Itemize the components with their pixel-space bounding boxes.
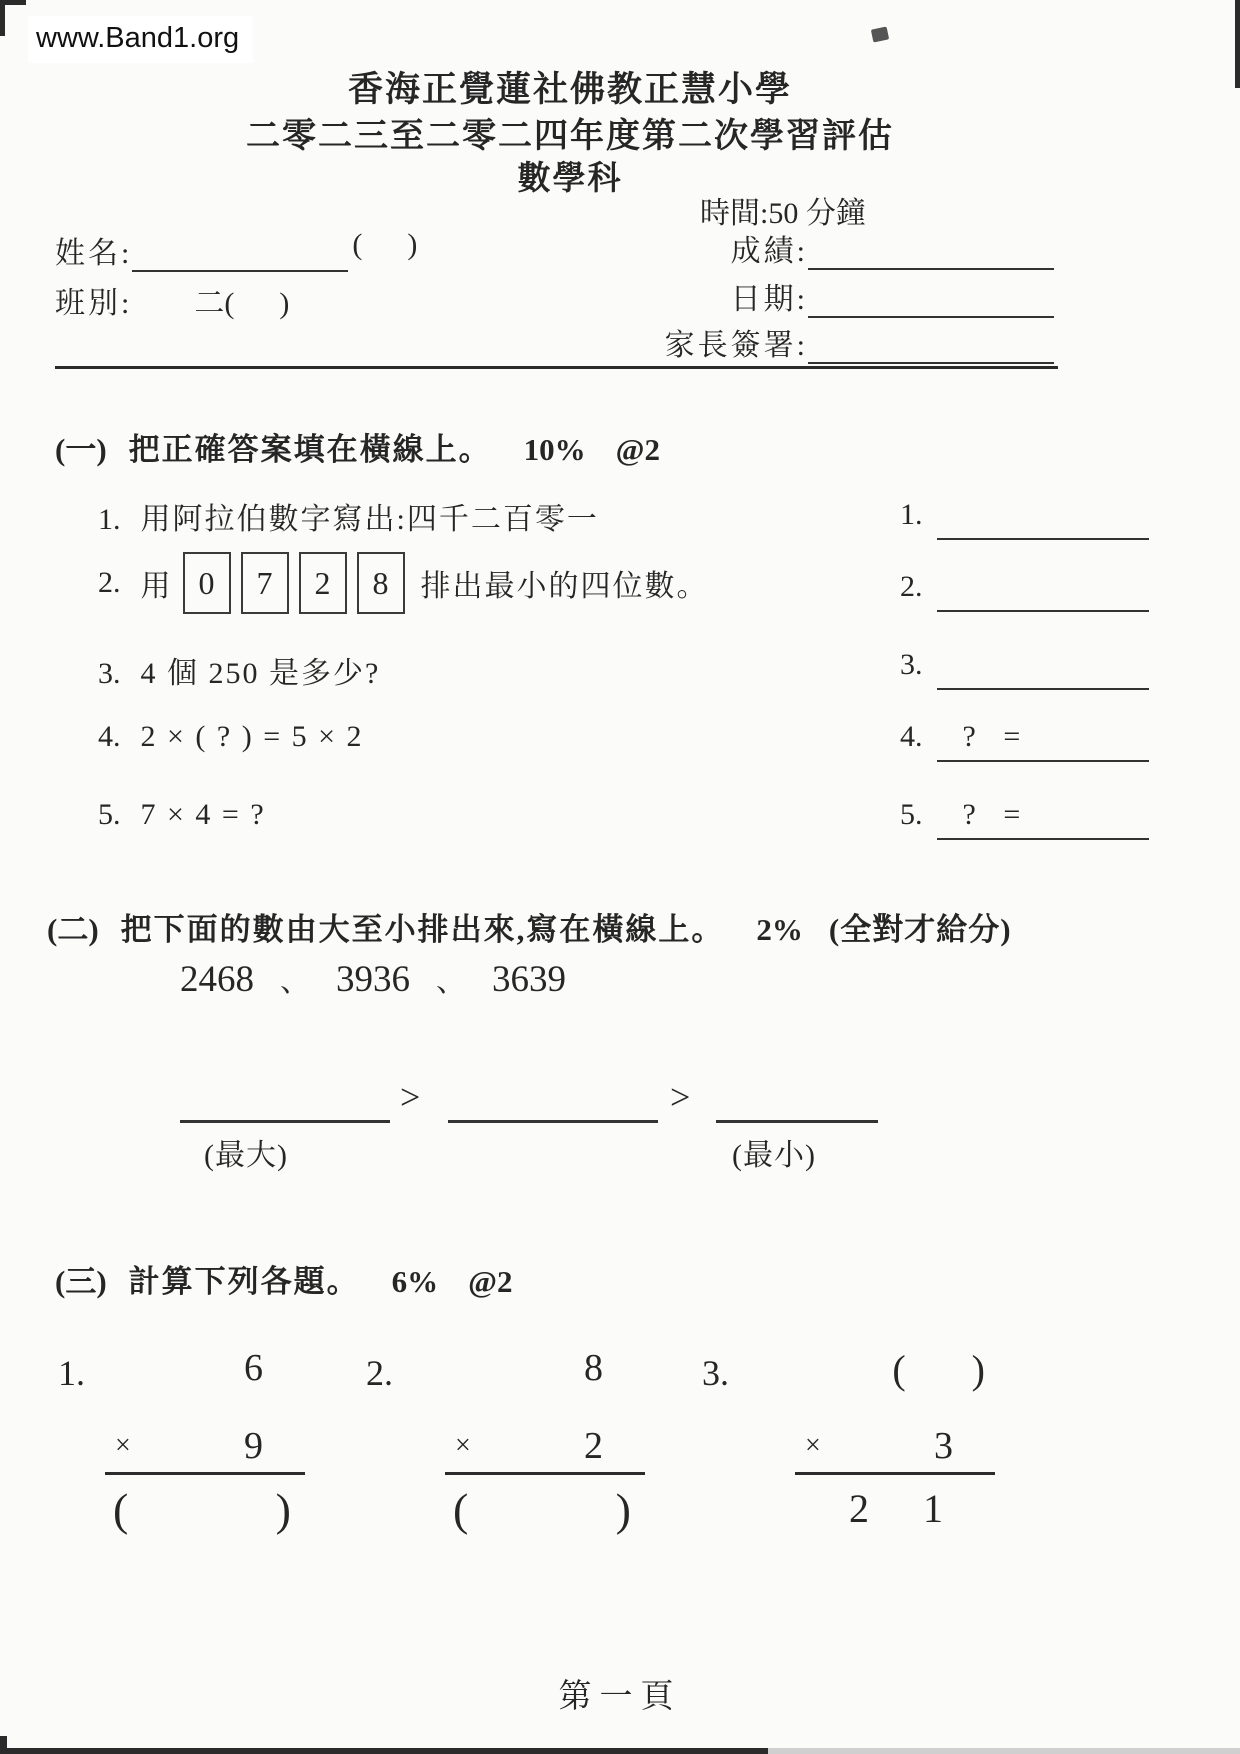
answer-1: [900, 496, 1149, 540]
name-number-paren: ( ): [352, 228, 418, 261]
problem-1-bottom-operand: 9: [244, 1425, 263, 1467]
answer-5-blank: [937, 796, 1149, 840]
question-3-number: 3.: [98, 657, 121, 690]
question-2-number: 2.: [98, 566, 121, 599]
min-label: (最小): [732, 1139, 816, 1172]
name-row: [55, 228, 417, 272]
class-value: 二( ): [194, 287, 290, 320]
question-4-text: 2 × ( ? ) = 5 × 2: [140, 720, 364, 753]
name-label: 姓名:: [55, 237, 133, 270]
date-row: [620, 274, 1054, 318]
problem-2-number: 2.: [366, 1353, 393, 1393]
problem-1-answer-parens: [105, 1475, 305, 1536]
digit-card-2: 2: [299, 552, 347, 614]
answer-4-hint: ? =: [962, 720, 1031, 753]
section2-heading: [47, 904, 1012, 949]
problem-2-bottom-operand: 2: [584, 1425, 603, 1467]
question-2-suffix: 排出最小的四位數。: [420, 570, 709, 603]
question-2-prefix: 用: [140, 570, 171, 603]
section1-heading: [55, 424, 660, 469]
question-5-text: 7 × 4 = ?: [140, 798, 266, 831]
multiply-sign: ×: [115, 1430, 131, 1461]
digit-card-8: 8: [357, 552, 405, 614]
class-label: 班別:: [55, 287, 133, 320]
school-name: 香海正覺蓮社佛教正慧小學: [347, 70, 792, 109]
problem-3-number: 3.: [702, 1353, 729, 1393]
section2-title: 把下面的數由大至小排出來,寫在橫線上。: [120, 912, 725, 947]
scan-artifact-bottom-left-corner: [0, 1736, 7, 1754]
greater-than-sign-1: >: [400, 1077, 421, 1117]
answer-5: [900, 796, 1149, 840]
greater-than-sign-2: >: [670, 1077, 691, 1117]
answer-1-number: 1.: [900, 498, 923, 531]
score-row: [620, 226, 1054, 270]
ordering-blank-2: [448, 1080, 658, 1123]
section1-marks-each: @2: [615, 432, 660, 467]
score-blank: [808, 226, 1054, 270]
time-allowed: 時間:50 分鐘: [700, 197, 866, 230]
problem-3-product: 2 1: [849, 1486, 965, 1531]
close-paren: ): [275, 1484, 291, 1535]
scan-artifact-top-right-mark: [871, 26, 889, 42]
close-paren: ): [971, 1347, 985, 1392]
section3-number: (三): [55, 1264, 107, 1299]
question-1-number: 1.: [98, 503, 121, 536]
number-3639: 3639: [492, 959, 566, 1000]
date-blank: [808, 274, 1054, 318]
max-label: (最大): [204, 1139, 288, 1172]
section1-marks: 10%: [523, 432, 586, 467]
question-5-number: 5.: [98, 798, 121, 831]
question-2: [98, 552, 709, 614]
digit-card-0: 0: [183, 552, 231, 614]
page-number: 第一頁: [558, 1679, 682, 1715]
multiply-sign: ×: [455, 1430, 471, 1461]
section2-note: (全對才給分): [828, 912, 1012, 947]
number-3936: 3936: [336, 959, 410, 1000]
question-4: [98, 720, 364, 754]
question-1-text: 用阿拉伯數字寫出:四千二百零一: [140, 503, 599, 536]
answer-3-blank: [937, 646, 1149, 690]
section3-heading: [55, 1256, 513, 1301]
answer-2: [900, 568, 1149, 612]
question-1: [98, 494, 599, 538]
problem-1-work: [105, 1346, 305, 1536]
scan-artifact-right-edge: [1235, 0, 1240, 88]
assessment-title: 二零二三至二零二四年度第二次學習評估: [246, 118, 894, 155]
answer-5-number: 5.: [900, 798, 923, 831]
section3-marks: 6%: [391, 1264, 439, 1299]
watermark: www.Band1.org: [28, 16, 253, 63]
question-4-number: 4.: [98, 720, 121, 753]
answer-3: [900, 646, 1149, 690]
problem-3-bottom-operand: 3: [934, 1425, 953, 1467]
enumeration-comma: 、: [280, 965, 310, 998]
section1-number: (一): [55, 432, 107, 467]
problem-2-multiply-row: [445, 1408, 645, 1475]
question-5: [98, 798, 266, 832]
open-paren: (: [113, 1484, 129, 1535]
section2-number: (二): [47, 912, 99, 947]
question-3-text: 4 個 250 是多少?: [140, 657, 381, 690]
answer-4-number: 4.: [900, 720, 923, 753]
problem-3-missing-operand-parens: [795, 1346, 995, 1408]
answer-4: [900, 718, 1149, 762]
question-3: [98, 648, 380, 692]
ordering-blank-3: [716, 1080, 878, 1123]
answer-4-blank: [937, 718, 1149, 762]
enumeration-comma: 、: [436, 965, 466, 998]
problem-3-work: [795, 1346, 995, 1532]
section3-marks-each: @2: [468, 1264, 513, 1299]
section3-title: 計算下列各題。: [128, 1264, 360, 1299]
subject-title: 數學科: [517, 161, 623, 197]
section2-numbers: [180, 956, 566, 1001]
section1-title: 把正確答案填在橫線上。: [128, 432, 492, 467]
parent-signature-label: 家長簽署:: [664, 329, 808, 362]
date-label: 日期:: [730, 283, 808, 316]
number-2468: 2468: [180, 959, 254, 1000]
parent-signature-row: [620, 320, 1054, 364]
parent-signature-blank: [808, 320, 1054, 364]
scan-artifact-bottom-edge-light: [768, 1748, 1240, 1754]
answer-2-blank: [937, 568, 1149, 612]
problem-1-number: 1.: [58, 1353, 85, 1393]
open-paren: (: [892, 1347, 906, 1392]
close-paren: ): [615, 1484, 631, 1535]
answer-1-blank: [937, 496, 1149, 540]
class-row: [55, 278, 289, 322]
digit-card-7: 7: [241, 552, 289, 614]
header-divider: [55, 366, 1058, 369]
section2-marks: 2%: [756, 912, 803, 947]
problem-2-work: [445, 1346, 645, 1536]
score-label: 成績:: [730, 235, 808, 268]
answer-2-number: 2.: [900, 570, 923, 603]
problem-2-top-operand: 8: [584, 1347, 603, 1389]
problem-1-multiply-row: [105, 1408, 305, 1475]
scan-artifact-bottom-edge-dark: [0, 1748, 768, 1754]
name-blank: [132, 228, 348, 272]
answer-5-hint: ? =: [962, 798, 1031, 831]
answer-3-number: 3.: [900, 648, 923, 681]
open-paren: (: [453, 1484, 469, 1535]
ordering-blank-1: [180, 1080, 390, 1123]
problem-1-top-operand: 6: [244, 1347, 263, 1389]
scan-artifact-top-left-v: [0, 0, 5, 36]
problem-2-answer-parens: [445, 1475, 645, 1536]
multiply-sign: ×: [805, 1430, 821, 1461]
problem-3-multiply-row: [795, 1408, 995, 1475]
